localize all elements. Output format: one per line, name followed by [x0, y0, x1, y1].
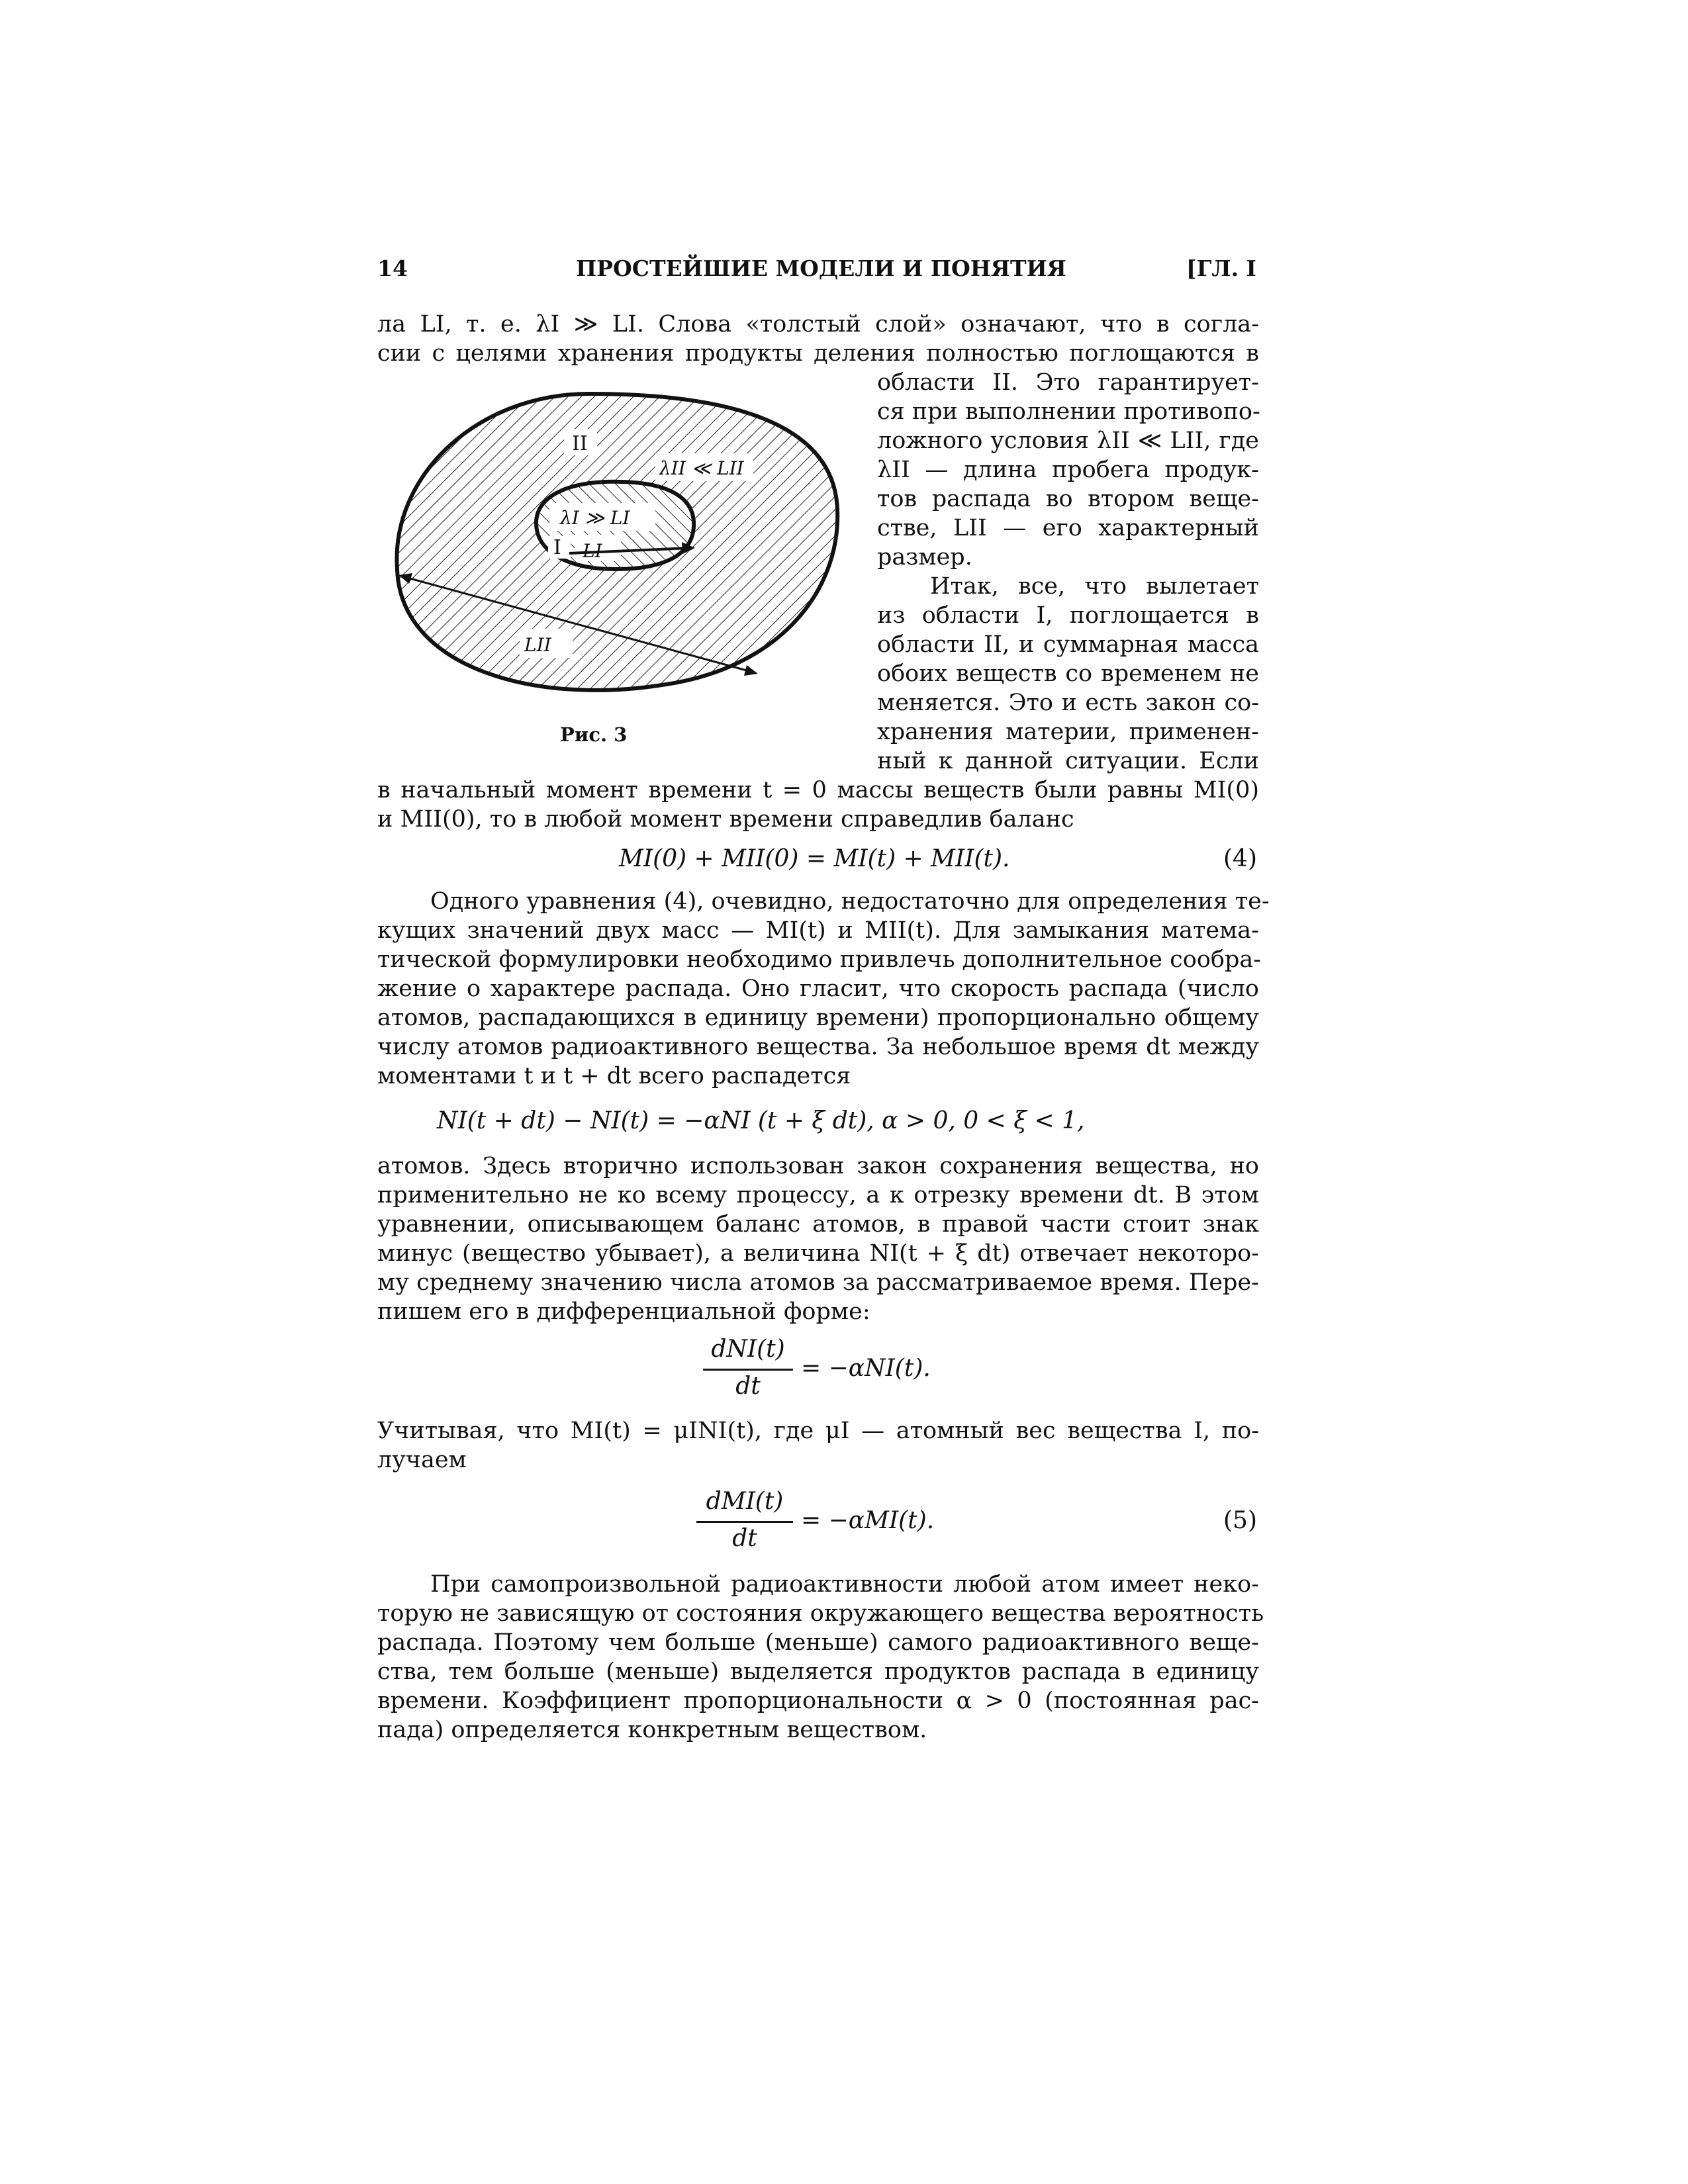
- text-line: ный к данной ситуации. Если: [877, 748, 1259, 774]
- text-line: сии с целями хранения продукты деления полностью поглощаются в: [377, 340, 1259, 367]
- text-line: жение о характере распада. Оно гласит, что скорость распада (число: [377, 976, 1259, 1002]
- text-line: обоих веществ со временем не: [877, 660, 1259, 687]
- text-line: тов распада во втором веще-: [877, 486, 1259, 512]
- chapter-label: [ГЛ. I: [1186, 255, 1256, 281]
- fraction-denominator: dt: [732, 1525, 757, 1552]
- text-line: меняется. Это и есть закон со-: [877, 690, 1259, 716]
- text-line: пада) определяется конкретным веществом.: [377, 1717, 927, 1743]
- equation-decay: NI(t + dt) − NI(t) = −αNI (t + ξ dt), α > 0, 0 < ξ < 1,: [437, 1107, 1085, 1134]
- text-line: му среднему значению числа атомов за рассматриваемое время. Пере-: [377, 1269, 1259, 1296]
- text-line: λII — длина пробега продук-: [877, 457, 1259, 483]
- text-line: области II, и суммарная масса: [877, 631, 1259, 658]
- text-line: из области I, поглощается в: [877, 602, 1259, 629]
- outer-condition-label: λII ≪ LII: [659, 457, 744, 479]
- text-line: лучаем: [377, 1447, 467, 1473]
- inner-size-label: LI: [583, 540, 602, 562]
- text-line: тической формулировки необходимо привлечь дополнительное сообра-: [377, 946, 1262, 973]
- text-line: уравнении, описывающем баланс атомов, в правой части стоит знак: [377, 1211, 1259, 1238]
- equation-4: MI(0) + MII(0) = MI(t) + MII(t).: [619, 845, 1010, 872]
- text-line: применительно не ко всему процессу, а к отрезку времени dt. В этом: [377, 1182, 1259, 1208]
- fraction-bar: [703, 1369, 793, 1371]
- text-line: Учитывая, что MI(t) = μINI(t), где μI — атомный вес вещества I, по-: [377, 1418, 1259, 1444]
- fraction-denominator: dt: [735, 1373, 761, 1400]
- outer-size-label: LII: [524, 634, 551, 656]
- running-title: ПРОСТЕЙШИЕ МОДЕЛИ И ПОНЯТИЯ: [576, 255, 1066, 281]
- text-line: моментами t и t + dt всего распадется: [377, 1063, 851, 1089]
- equation-rhs: = −αMI(t).: [801, 1507, 935, 1534]
- text-line: ложного условия λII ≪ LII, где: [877, 428, 1259, 454]
- text-line: и MII(0), то в любой момент времени справедлив баланс: [377, 806, 1074, 833]
- text-line: атомов, распадающихся в единицу времени) пропорционально общему: [377, 1005, 1259, 1031]
- text-line: числу атомов радиоактивного вещества. За небольшое время dt между: [377, 1034, 1259, 1060]
- text-line: минус (вещество убывает), а величина NI(t + ξ dt) отвечает некоторо-: [377, 1240, 1259, 1267]
- fraction-bar: [696, 1521, 793, 1523]
- figure-rings-diagram: [371, 371, 847, 715]
- text-line: стве, LII — его характерный: [877, 515, 1259, 541]
- equation-rhs: = −αNI(t).: [801, 1355, 931, 1382]
- inner-condition-label: λI ≫ LI: [560, 507, 630, 529]
- text-line: размер.: [877, 544, 972, 570]
- text-line: торую не зависящую от состояния окружающего вещества вероятность: [377, 1600, 1264, 1627]
- text-line: распада. Поэтому чем больше (меньше) самого радиоактивного веще-: [377, 1629, 1259, 1656]
- text-line: области II. Это гарантирует-: [877, 369, 1259, 396]
- figure-caption: Рис. 3: [560, 723, 628, 746]
- fraction-numerator: dMI(t): [706, 1488, 784, 1515]
- text-line: в начальный момент времени t = 0 массы веществ были равны MI(0): [377, 777, 1259, 803]
- text-line: хранения материи, применен-: [877, 719, 1259, 745]
- text-line: пишем его в дифференциальной форме:: [377, 1298, 870, 1325]
- equation-number: (4): [1223, 845, 1257, 872]
- text-line: ся при выполнении противопо-: [877, 398, 1260, 425]
- fraction-numerator: dNI(t): [711, 1336, 785, 1363]
- arrowhead: [744, 665, 758, 676]
- region-i-label: I: [553, 536, 561, 559]
- text-line: ла LI, т. е. λI ≫ LI. Слова «толстый слой» означают, что в согла-: [377, 311, 1259, 338]
- text-line: времени. Коэффициент пропорциональности α > 0 (постоянная рас-: [377, 1688, 1259, 1714]
- equation-number: (5): [1223, 1507, 1257, 1534]
- text-line: Итак, все, что вылетает: [930, 573, 1259, 600]
- text-line: атомов. Здесь вторично использован закон сохранения вещества, но: [377, 1153, 1259, 1179]
- text-line: Одного уравнения (4), очевидно, недостаточно для определения те-: [430, 888, 1270, 915]
- region-ii-label: II: [572, 432, 588, 455]
- page-number: 14: [377, 255, 408, 281]
- text-line: ства, тем больше (меньше) выделяется продуктов распада в единицу: [377, 1659, 1259, 1685]
- text-line: При самопроизвольной радиоактивности любой атом имеет неко-: [430, 1571, 1259, 1598]
- text-line: кущих значений двух масс — MI(t) и MII(t). Для замыкания матема-: [377, 917, 1259, 944]
